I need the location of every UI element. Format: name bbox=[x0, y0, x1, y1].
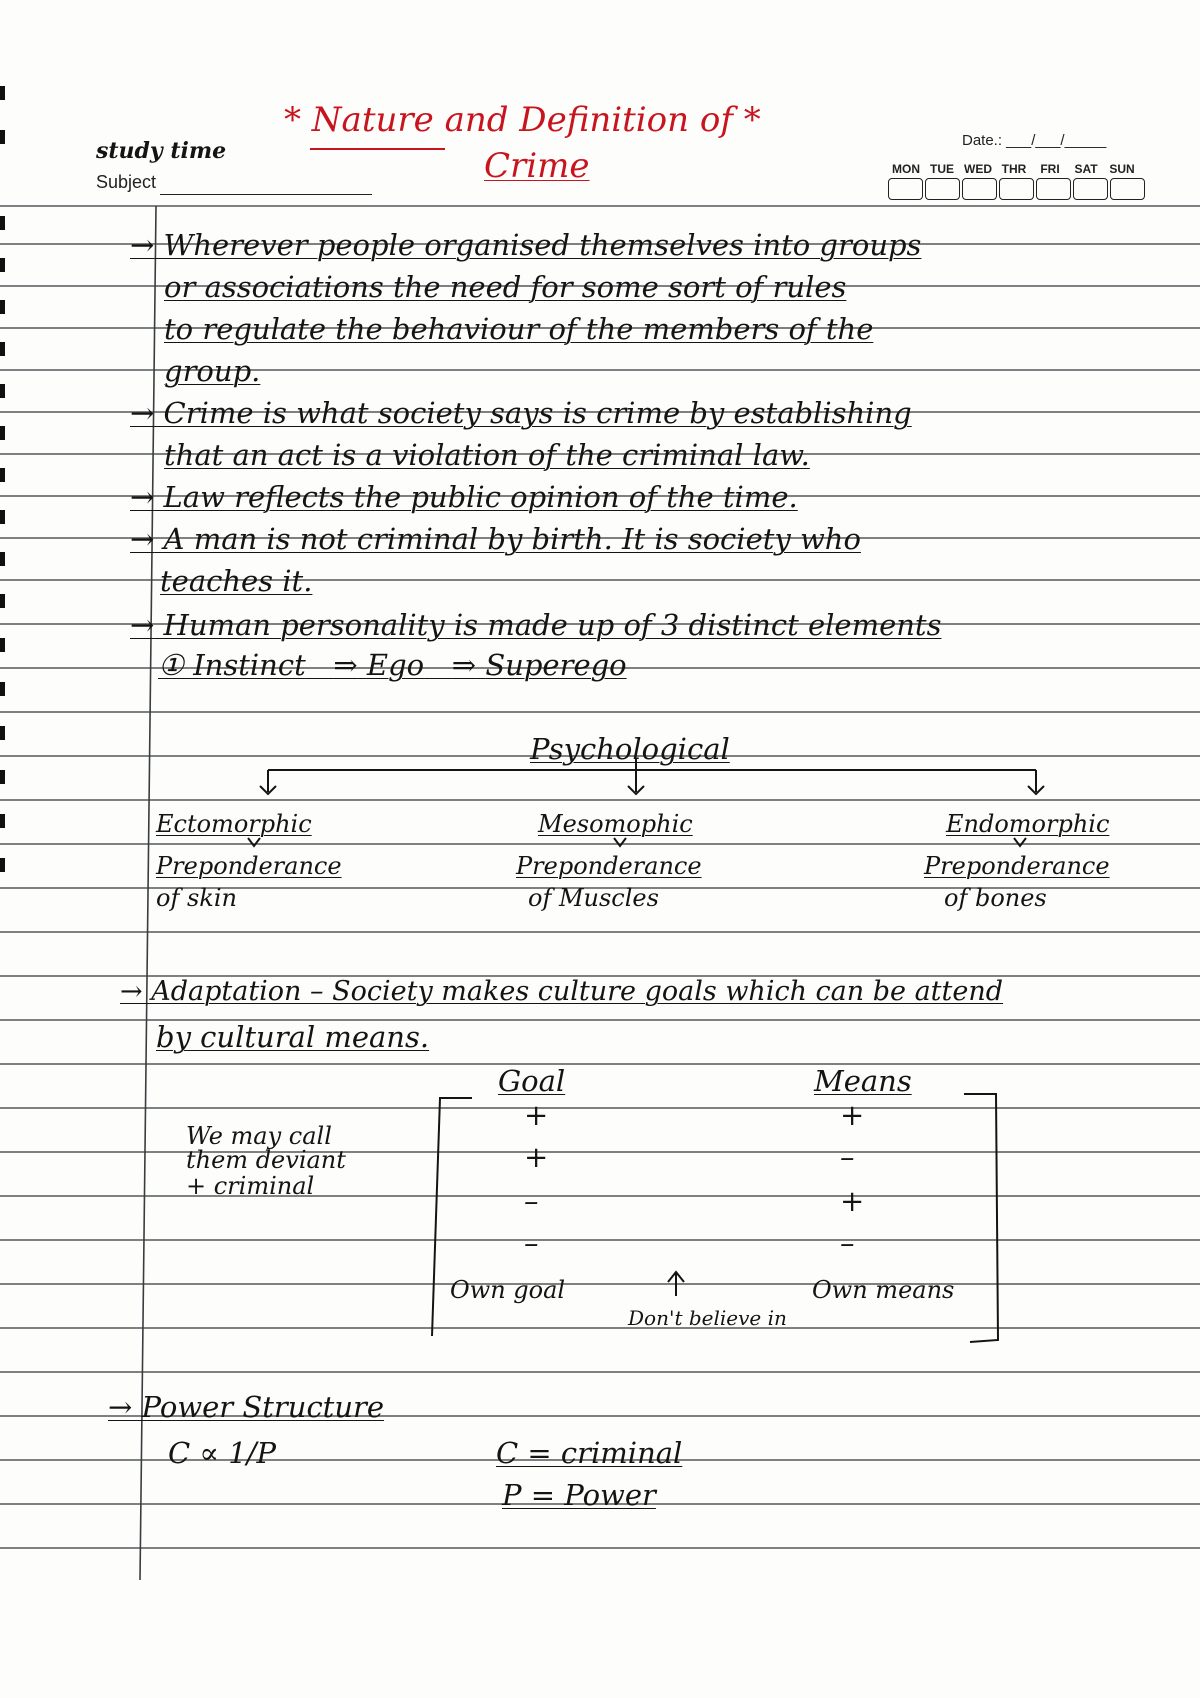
col-goal: Goal bbox=[498, 1064, 566, 1098]
note-2-text: Crime is what society says is crime by establishing bbox=[163, 396, 912, 430]
side-note-2: them deviant bbox=[186, 1146, 346, 1174]
arrow-icon: → bbox=[130, 608, 155, 642]
element-ego: Ego bbox=[366, 648, 425, 682]
psychological-title: Psychological bbox=[530, 732, 730, 766]
day-thr: THR bbox=[1001, 162, 1027, 176]
row-1-means: + bbox=[840, 1098, 865, 1132]
subject-label-text: Subject bbox=[96, 172, 157, 192]
power-def-power: P = Power bbox=[502, 1478, 656, 1512]
note-1-line-3: to regulate the behaviour of the members of the bbox=[164, 312, 874, 346]
branch-endomorphic: Endomorphic bbox=[946, 810, 1110, 838]
double-arrow-icon: ⇒ bbox=[451, 648, 477, 682]
day-tue: TUE bbox=[930, 162, 954, 176]
power-formula: C ∝ 1/P bbox=[168, 1436, 276, 1470]
row-4-means: – bbox=[840, 1226, 855, 1260]
double-arrow-icon: ⇒ bbox=[333, 648, 358, 682]
page-title-crime: Crime bbox=[484, 146, 590, 186]
adaptation-line-2: by cultural means. bbox=[156, 1020, 430, 1054]
note-4-line-2: teaches it. bbox=[160, 564, 313, 598]
branch-mesomophic-desc1: Preponderance bbox=[516, 852, 702, 880]
branch-mesomophic-desc2: of Muscles bbox=[528, 884, 659, 912]
date-label: Date.: ___/___/_____ bbox=[962, 132, 1107, 149]
power-def-criminal: C = criminal bbox=[496, 1436, 683, 1470]
branch-ectomorphic: Ectomorphic bbox=[156, 810, 312, 838]
note-1-line-4: group. bbox=[164, 354, 261, 388]
row-2-goal: + bbox=[524, 1140, 549, 1174]
own-means: Own means bbox=[812, 1276, 955, 1304]
note-2-line-2: that an act is a violation of the criminal law. bbox=[164, 438, 810, 472]
dont-believe: Don't believe in bbox=[628, 1306, 787, 1330]
adaptation-line-1: → Adaptation – Society makes culture goals which can be attend bbox=[120, 976, 1004, 1007]
element-instinct: ① Instinct bbox=[158, 648, 306, 682]
power-heading: → Power Structure bbox=[108, 1390, 385, 1424]
row-2-means: – bbox=[840, 1140, 855, 1174]
note-1-line-2: or associations the need for some sort of rules bbox=[164, 270, 847, 304]
side-note-3: + criminal bbox=[186, 1172, 315, 1200]
day-fri: FRI bbox=[1040, 162, 1060, 176]
day-sat: SAT bbox=[1074, 162, 1098, 176]
day-mon: MON bbox=[892, 162, 920, 176]
branch-mesomophic: Mesomophic bbox=[538, 810, 693, 838]
branch-ectomorphic-desc1: Preponderance bbox=[156, 852, 342, 880]
page-title: * Nature and Definition of * bbox=[284, 100, 761, 140]
day-sun: SUN bbox=[1109, 162, 1135, 176]
side-note-1: We may call bbox=[186, 1122, 332, 1150]
arrow-icon: → bbox=[130, 228, 155, 262]
branch-endomorphic-desc2: of bones bbox=[944, 884, 1047, 912]
day-wed: WED bbox=[964, 162, 992, 176]
row-3-goal: – bbox=[524, 1184, 539, 1218]
row-3-means: + bbox=[840, 1184, 865, 1218]
brand-logo: study time bbox=[96, 138, 227, 164]
row-4-goal: – bbox=[524, 1226, 539, 1260]
note-5-text: Human personality is made up of 3 distinct elements bbox=[163, 608, 942, 642]
own-goal: Own goal bbox=[450, 1276, 566, 1304]
arrow-icon: → bbox=[130, 522, 155, 556]
arrow-icon: → bbox=[130, 396, 155, 430]
arrow-icon: → bbox=[130, 480, 155, 514]
note-4-text: A man is not criminal by birth. It is society who bbox=[163, 522, 861, 556]
note-1-text: Wherever people organised themselves into groups bbox=[163, 228, 922, 262]
col-means: Means bbox=[814, 1064, 912, 1098]
row-1-goal: + bbox=[524, 1098, 549, 1132]
branch-endomorphic-desc1: Preponderance bbox=[924, 852, 1110, 880]
branch-ectomorphic-desc2: of skin bbox=[156, 884, 237, 912]
note-3-text: Law reflects the public opinion of the time. bbox=[163, 480, 798, 514]
element-superego: Superego bbox=[485, 648, 627, 682]
